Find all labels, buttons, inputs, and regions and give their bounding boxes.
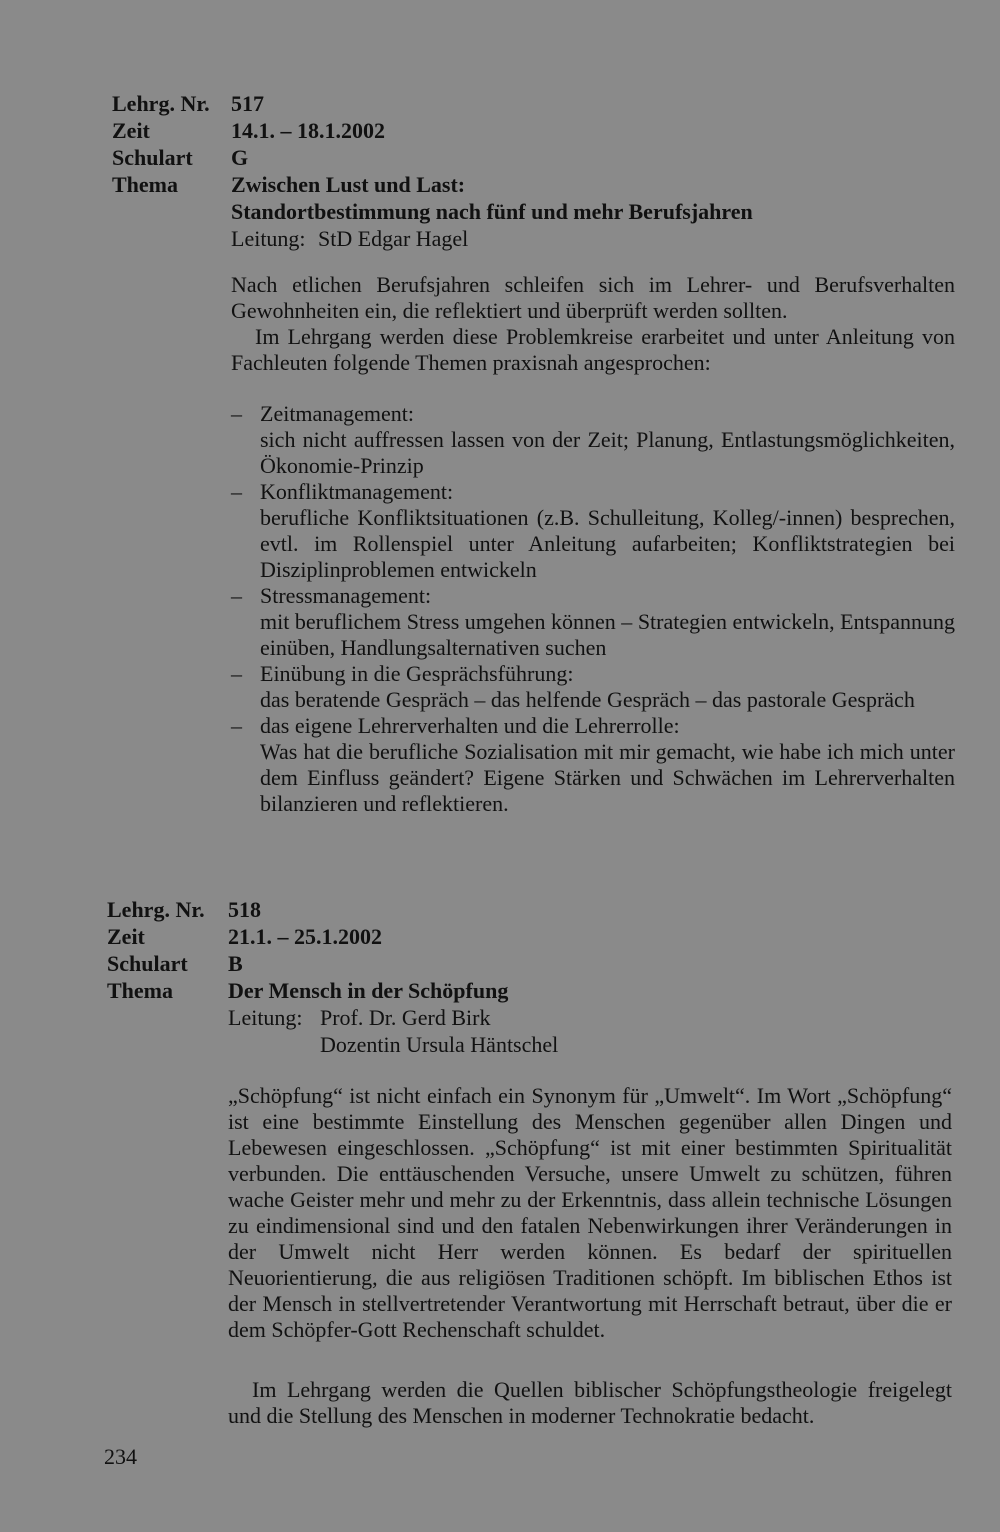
topic-heading: Einübung in die Gesprächsführung:: [260, 661, 574, 686]
topic-heading: Stressmanagement:: [260, 583, 432, 608]
list-item: [231, 401, 955, 479]
dash-bullet: –: [231, 479, 242, 504]
topic-list: [231, 401, 955, 817]
intro-paragraph: „Schöpfung“ ist nicht einfach ein Synonym für „Umwelt“. Im Wort „Schöpfung“ ist eine bestimmte Einstellung des Menschen gegenüber allen Dingen und Lebewesen eingeschlossen. „Schöpfung“ ist mit einer bestimmten Spiritualität verbunden. Die enttäuschenden Versuche, unsere Umwelt zu schützen, führen wache Geister mehr und mehr zu der Erkenntnis, dass allein technische Lösungen zu eindimensional sind und den fatalen Nebenwirkungen ihrer Veränderungen in der Umwelt nicht Herr werden können. Es bedarf der spirituellen Neuorientierung, die aus religiösen Traditionen schöpft. Im biblischen Ethos ist der Mensch in stellvertretender Verantwortung mit Herrschaft betraut, über die er dem Schöpfer-Gott Rechenschaft schuldet.: [228, 1083, 952, 1342]
leader-label: Leitung:: [231, 226, 306, 251]
topic-label: Thema: [112, 172, 178, 197]
leader-name: Prof. Dr. Gerd Birk: [320, 1005, 491, 1030]
dash-bullet: –: [231, 661, 242, 686]
dash-bullet: –: [231, 713, 242, 738]
intro-paragraph: Nach etlichen Berufsjahren schleifen sich im Lehrer- und Berufsverhalten Gewohnheiten ein, die reflektiert und überprüft werden sollten.: [231, 272, 955, 323]
list-item: [231, 713, 955, 817]
course-title-line1: Zwischen Lust und Last:: [231, 172, 466, 197]
page-number: 234: [104, 1444, 137, 1469]
list-item: [231, 583, 955, 661]
leader-name: Dozentin Ursula Häntschel: [320, 1032, 559, 1057]
course-title-line2: Standortbestimmung nach fünf und mehr Berufsjahren: [231, 199, 753, 224]
topic-description: das beratende Gespräch – das helfende Gespräch – das pastorale Gespräch: [260, 687, 915, 712]
topic-description: berufliche Konfliktsituationen (z.B. Schulleitung, Kolleg/-innen) besprechen, evtl. im Rollenspiel unter Anleitung aufarbeiten; Konfliktstrategien bei Disziplinproblemen entwickeln: [260, 505, 955, 582]
school-type: G: [231, 145, 249, 170]
course-number: 518: [228, 897, 261, 922]
topic-description: mit beruflichem Stress umgehen können – Strategien entwickeln, Entspannung einüben, Handlungsalternativen suchen: [260, 609, 955, 660]
school-type: B: [228, 951, 243, 976]
time-label: Zeit: [112, 118, 150, 143]
course-number: 517: [231, 91, 264, 116]
school-type-label: Schulart: [107, 951, 188, 976]
course-dates: 14.1. – 18.1.2002: [231, 118, 385, 143]
topic-description: Was hat die berufliche Sozialisation mit mir gemacht, wie habe ich mich unter dem Einfluss geändert? Eigene Stärken und Schwächen im Lehrerverhalten bilanzieren und reflektieren.: [260, 739, 955, 816]
course-number-label: Lehrg. Nr.: [107, 897, 205, 922]
list-item: [231, 479, 955, 583]
time-label: Zeit: [107, 924, 145, 949]
dash-bullet: –: [231, 583, 242, 608]
body-paragraph: Im Lehrgang werden diese Problemkreise erarbeitet und unter Anleitung von Fachleuten folgende Themen praxisnah angesprochen:: [231, 324, 955, 375]
course-dates: 21.1. – 25.1.2002: [228, 924, 382, 949]
course-title: Der Mensch in der Schöpfung: [228, 978, 509, 1003]
course-number-label: Lehrg. Nr.: [112, 91, 210, 116]
topic-heading: das eigene Lehrerverhalten und die Lehrerrolle:: [260, 713, 680, 738]
topic-heading: Zeitmanagement:: [260, 401, 414, 426]
leader-label: Leitung:: [228, 1005, 303, 1030]
leader-name: StD Edgar Hagel: [318, 226, 469, 251]
body-paragraph: Im Lehrgang werden die Quellen biblischer Schöpfungstheologie freigelegt und die Stellung des Menschen in moderner Technokratie bedacht.: [228, 1377, 952, 1428]
list-item: [231, 661, 955, 713]
topic-heading: Konfliktmanagement:: [260, 479, 454, 504]
dash-bullet: –: [231, 401, 242, 426]
topic-label: Thema: [107, 978, 173, 1003]
topic-description: sich nicht auffressen lassen von der Zeit; Planung, Entlastungsmöglichkeiten, Ökonomie-Prinzip: [260, 427, 955, 478]
school-type-label: Schulart: [112, 145, 193, 170]
